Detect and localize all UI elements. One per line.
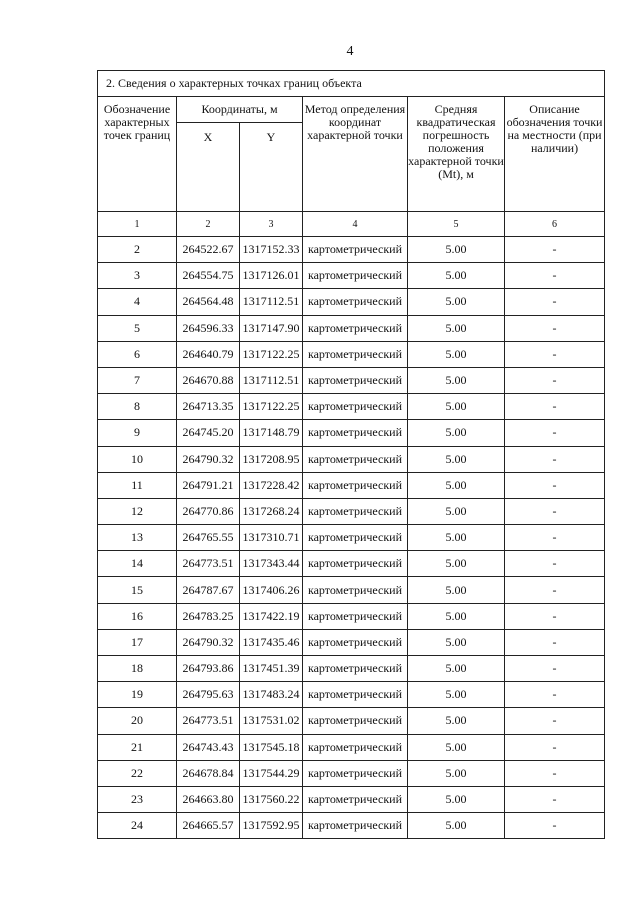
description-cell: - [505, 525, 605, 551]
table-row [98, 394, 605, 420]
y-coordinate-cell: 1317152.33 [240, 237, 303, 263]
table-row [98, 760, 605, 786]
y-coordinate-cell: 1317268.24 [240, 498, 303, 524]
method-cell: картометрический [303, 446, 408, 472]
table-row [98, 682, 605, 708]
header-method: Метод определения координат характерной точки [303, 97, 408, 212]
method-cell: картометрический [303, 708, 408, 734]
method-cell: картометрический [303, 656, 408, 682]
y-coordinate-cell: 1317228.42 [240, 472, 303, 498]
table-row [98, 289, 605, 315]
error-cell: 5.00 [408, 394, 505, 420]
method-cell: картометрический [303, 525, 408, 551]
point-designation-cell: 5 [98, 315, 177, 341]
column-number: 4 [303, 212, 408, 237]
table-row [98, 341, 605, 367]
method-cell: картометрический [303, 734, 408, 760]
point-designation-cell: 13 [98, 525, 177, 551]
description-cell: - [505, 420, 605, 446]
x-coordinate-cell: 264640.79 [177, 341, 240, 367]
y-coordinate-cell: 1317406.26 [240, 577, 303, 603]
description-cell: - [505, 813, 605, 839]
x-coordinate-cell: 264783.25 [177, 603, 240, 629]
y-coordinate-cell: 1317126.01 [240, 263, 303, 289]
error-cell: 5.00 [408, 289, 505, 315]
method-cell: картометрический [303, 263, 408, 289]
y-coordinate-cell: 1317544.29 [240, 760, 303, 786]
description-cell: - [505, 394, 605, 420]
x-coordinate-cell: 264795.63 [177, 682, 240, 708]
error-cell: 5.00 [408, 341, 505, 367]
description-cell: - [505, 289, 605, 315]
error-cell: 5.00 [408, 603, 505, 629]
error-cell: 5.00 [408, 786, 505, 812]
description-cell: - [505, 760, 605, 786]
point-designation-cell: 20 [98, 708, 177, 734]
x-coordinate-cell: 264663.80 [177, 786, 240, 812]
table-row [98, 656, 605, 682]
column-number: 6 [505, 212, 605, 237]
point-designation-cell: 2 [98, 237, 177, 263]
error-cell: 5.00 [408, 472, 505, 498]
error-cell: 5.00 [408, 629, 505, 655]
description-cell: - [505, 498, 605, 524]
header-designation: Обозначение характерных точек границ [98, 97, 177, 212]
point-designation-cell: 4 [98, 289, 177, 315]
description-cell: - [505, 734, 605, 760]
point-designation-cell: 19 [98, 682, 177, 708]
column-number: 3 [240, 212, 303, 237]
y-coordinate-cell: 1317112.51 [240, 367, 303, 393]
x-coordinate-cell: 264745.20 [177, 420, 240, 446]
method-cell: картометрический [303, 367, 408, 393]
x-coordinate-cell: 264791.21 [177, 472, 240, 498]
table-row [98, 708, 605, 734]
page-number: 4 [346, 44, 354, 59]
column-number: 1 [98, 212, 177, 237]
error-cell: 5.00 [408, 237, 505, 263]
y-coordinate-cell: 1317147.90 [240, 315, 303, 341]
error-cell: 5.00 [408, 525, 505, 551]
table-row [98, 420, 605, 446]
column-number: 5 [408, 212, 505, 237]
x-coordinate-cell: 264743.43 [177, 734, 240, 760]
description-cell: - [505, 577, 605, 603]
table-row [98, 551, 605, 577]
y-coordinate-cell: 1317560.22 [240, 786, 303, 812]
x-coordinate-cell: 264790.32 [177, 446, 240, 472]
error-cell: 5.00 [408, 315, 505, 341]
boundary-points-table [97, 70, 605, 839]
method-cell: картометрический [303, 551, 408, 577]
description-cell: - [505, 551, 605, 577]
y-coordinate-cell: 1317112.51 [240, 289, 303, 315]
error-cell: 5.00 [408, 656, 505, 682]
point-designation-cell: 17 [98, 629, 177, 655]
point-designation-cell: 24 [98, 813, 177, 839]
table-row [98, 629, 605, 655]
table-row [98, 525, 605, 551]
point-designation-cell: 8 [98, 394, 177, 420]
method-cell: картометрический [303, 682, 408, 708]
error-cell: 5.00 [408, 263, 505, 289]
x-coordinate-cell: 264770.86 [177, 498, 240, 524]
error-cell: 5.00 [408, 420, 505, 446]
point-designation-cell: 22 [98, 760, 177, 786]
method-cell: картометрический [303, 813, 408, 839]
point-designation-cell: 21 [98, 734, 177, 760]
description-cell: - [505, 708, 605, 734]
point-designation-cell: 14 [98, 551, 177, 577]
y-coordinate-cell: 1317531.02 [240, 708, 303, 734]
description-cell: - [505, 367, 605, 393]
method-cell: картометрический [303, 394, 408, 420]
point-designation-cell: 15 [98, 577, 177, 603]
section-title-row [98, 71, 605, 97]
method-cell: картометрический [303, 315, 408, 341]
error-cell: 5.00 [408, 551, 505, 577]
x-coordinate-cell: 264554.75 [177, 263, 240, 289]
header-row [98, 97, 605, 123]
y-coordinate-cell: 1317148.79 [240, 420, 303, 446]
point-designation-cell: 23 [98, 786, 177, 812]
description-cell: - [505, 786, 605, 812]
point-designation-cell: 18 [98, 656, 177, 682]
point-designation-cell: 9 [98, 420, 177, 446]
y-coordinate-cell: 1317435.46 [240, 629, 303, 655]
header-error: Средняя квадратическая погрешность положения характерной точки (Mt), м [408, 97, 505, 212]
x-coordinate-cell: 264773.51 [177, 551, 240, 577]
y-coordinate-cell: 1317422.19 [240, 603, 303, 629]
description-cell: - [505, 656, 605, 682]
description-cell: - [505, 682, 605, 708]
error-cell: 5.00 [408, 446, 505, 472]
y-coordinate-cell: 1317545.18 [240, 734, 303, 760]
x-coordinate-cell: 264713.35 [177, 394, 240, 420]
method-cell: картометрический [303, 498, 408, 524]
error-cell: 5.00 [408, 708, 505, 734]
x-coordinate-cell: 264522.67 [177, 237, 240, 263]
method-cell: картометрический [303, 786, 408, 812]
method-cell: картометрический [303, 577, 408, 603]
table-row [98, 446, 605, 472]
description-cell: - [505, 629, 605, 655]
x-coordinate-cell: 264790.32 [177, 629, 240, 655]
x-coordinate-cell: 264787.67 [177, 577, 240, 603]
method-cell: картометрический [303, 420, 408, 446]
x-coordinate-cell: 264665.57 [177, 813, 240, 839]
point-designation-cell: 10 [98, 446, 177, 472]
x-coordinate-cell: 264564.48 [177, 289, 240, 315]
section-title: 2. Сведения о характерных точках границ объекта [98, 71, 605, 97]
point-designation-cell: 6 [98, 341, 177, 367]
column-numbers-row [98, 212, 605, 237]
error-cell: 5.00 [408, 577, 505, 603]
header-coordinates: Координаты, м [177, 97, 303, 123]
method-cell: картометрический [303, 472, 408, 498]
x-coordinate-cell: 264793.86 [177, 656, 240, 682]
method-cell: картометрический [303, 629, 408, 655]
x-coordinate-cell: 264678.84 [177, 760, 240, 786]
point-designation-cell: 16 [98, 603, 177, 629]
table-row [98, 367, 605, 393]
table-row [98, 237, 605, 263]
x-coordinate-cell: 264670.88 [177, 367, 240, 393]
error-cell: 5.00 [408, 682, 505, 708]
y-coordinate-cell: 1317451.39 [240, 656, 303, 682]
y-coordinate-cell: 1317122.25 [240, 394, 303, 420]
method-cell: картометрический [303, 289, 408, 315]
method-cell: картометрический [303, 760, 408, 786]
y-coordinate-cell: 1317310.71 [240, 525, 303, 551]
description-cell: - [505, 472, 605, 498]
table-row [98, 813, 605, 839]
y-coordinate-cell: 1317343.44 [240, 551, 303, 577]
method-cell: картометрический [303, 341, 408, 367]
point-designation-cell: 12 [98, 498, 177, 524]
point-designation-cell: 7 [98, 367, 177, 393]
header-description: Описание обозначения точки на местности (при наличии) [505, 97, 605, 212]
table-row [98, 603, 605, 629]
error-cell: 5.00 [408, 367, 505, 393]
header-y: Y [240, 123, 303, 212]
table-row [98, 786, 605, 812]
y-coordinate-cell: 1317592.95 [240, 813, 303, 839]
error-cell: 5.00 [408, 760, 505, 786]
x-coordinate-cell: 264596.33 [177, 315, 240, 341]
y-coordinate-cell: 1317122.25 [240, 341, 303, 367]
table-row [98, 577, 605, 603]
method-cell: картометрический [303, 237, 408, 263]
error-cell: 5.00 [408, 498, 505, 524]
description-cell: - [505, 315, 605, 341]
point-designation-cell: 3 [98, 263, 177, 289]
description-cell: - [505, 446, 605, 472]
table-row [98, 315, 605, 341]
error-cell: 5.00 [408, 734, 505, 760]
method-cell: картометрический [303, 603, 408, 629]
point-designation-cell: 11 [98, 472, 177, 498]
description-cell: - [505, 237, 605, 263]
x-coordinate-cell: 264765.55 [177, 525, 240, 551]
column-number: 2 [177, 212, 240, 237]
description-cell: - [505, 341, 605, 367]
y-coordinate-cell: 1317208.95 [240, 446, 303, 472]
header-x: X [177, 123, 240, 212]
description-cell: - [505, 263, 605, 289]
y-coordinate-cell: 1317483.24 [240, 682, 303, 708]
table-row [98, 263, 605, 289]
table-row [98, 498, 605, 524]
x-coordinate-cell: 264773.51 [177, 708, 240, 734]
description-cell: - [505, 603, 605, 629]
table-row [98, 734, 605, 760]
error-cell: 5.00 [408, 813, 505, 839]
table-row [98, 472, 605, 498]
